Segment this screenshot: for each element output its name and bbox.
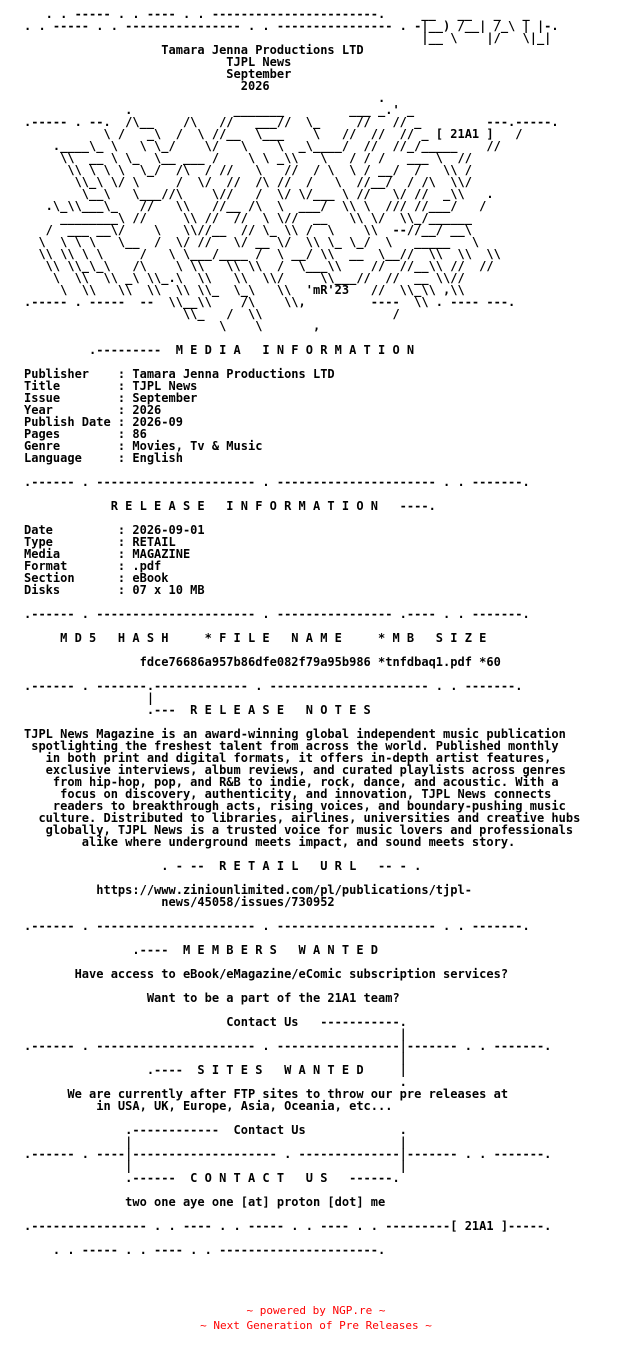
footer-tagline: ~ Next Generation of Pre Releases ~ bbox=[200, 1319, 432, 1332]
footer bbox=[0, 1303, 632, 1333]
footer-powered-by: ~ powered by NGP.re ~ bbox=[246, 1304, 386, 1317]
nfo-text: . . ----- . . ---- . . -----------------------. __ __ _ _ . . ----- . . ---------------- . . ---------------- . -|__) /__| /_\ | |-. |__ \ |/ \|_| Tamara Jenna Productions LTD TJPL News September 2026 . . _______ ___ _.' _ .----- . --. /\__ /\ // ___// \_ // // _ ---.-----. \ / _\ / \ //__ \___ \ // // // _ [ 21A1 ] / .____\_ \ \ \_/ \/ \ \ _\____/ // //_/_____ // \\ __ \ \_ \__ ___ / \ \ _\\ \ / / / ___ \ // \\ \ \ \ \_/ /\ / // \ // / \ \ / __/ / \\ / \\_\ \/ \ / \/ // /\ // / \ //__/ / /\ \\/ \__\ \___//\ \// / \/ \/___ \ // \/ // _\\ . .\_\\___\_ // \\ //__ /\ \ ___/ \\ \ /// //___/ / ________\ // \\ // // \ \// __ \\ \/ \\_/______ / ___ __\/ \ \\//__ // \_ \\ / \ \\ --//__/ __\ \ \ \ \ \__ / \/ // \/ __ \/ \\ \_ \_/ \ _____ \ \\ \\ \ \ / \ \___/____ / \ __/ \\ __ \__// \\ \\ \\ \\ \\_\_\ /\ \ \\ \\ \\ / \___\\ // //__\\ // // \ \\ \\ _\ \\_.\ \\ \\ \\/ \\___// // __ \\// \ \\ \\ \\ \\ \\_ \_\ \\ 'mR'23 // \\_\\ ,\\ .----- . ----- -- \\__\\ /\ \\, ---- \\ . ---- ---. \\_ / \\ / \ \ , .--------- M E D I A I N F O R M A T I O N Publisher : Tamara Jenna Productions LTD Title : TJPL News Issue : September Year : 2026 Publish Date : 2026-09 Pages : 86 Genre : Movies, Tv & Music Language : English .------ . ---------------------- . ---------------------- . . -------. R E L E A S E I N F O R M A T I O N ----. Date : 2026-09-01 Type : RETAIL Media : MAGAZINE Format : .pdf Section : eBook Disks : 07 x 10 MB .------ . ---------------------- . ---------------- .---- . . -------. M D 5 H A S H * F I L E N A M E * M B S I Z E fdce76686a957b86dfe082f79a95b986 *tnfdbaq1.pdf *60 .------ . -------.------------- . ---------------------- . . -------. | .--- R E L E A S E N O T E S TJPL News Magazine is an award-winning global independent music publication spotlighting the freshest talent from across the world. Published monthly in both print and digital formats, it offers in-depth artist features, exclusive interviews, album reviews, and curated playlists across genres from hip-hop, pop, and R&B to indie, rock, dance, and acoustic. With a focus on discovery, authenticity, and innovation, TJPL News connects readers to breakthrough acts, rising voices, and boundary-pushing music culture. Distributed to libraries, airlines, universities and creative hubs globally, TJPL News is a trusted voice for music lovers and professionals alike where underground meets impact, and sound meets story. . - -- R E T A I L U R L -- - . https://www.ziniounlimited.com/pl/publications/tjpl- news/45058/issues/730952 .------ . ---------------------- . ---------------------- . . -------. .---- M E M B E R S W A N T E D Have access to eBook/eMagazine/eComic subscription services? Want to be a part of the 21A1 team? Contact Us -----------. | .------ . ---------------------- . -----------------|------- . . -------. | .---- S I T E S W A N T E D | . We are currently after FTP sites to throw our pre releases at in USA, UK, Europe, Asia, Oceania, etc... .------------ Contact Us . | | .------ . ----|-------------------- . --------------|------- . . -------. | | .------ C O N T A C T U S ------. two one aye one [at] proton [dot] me .---------------- . . ---- . . ----- . . ---- . . ---------[ 21A1 ]-----. . . ----- . . ---- . . ----------------------. bbox=[24, 8, 581, 1256]
